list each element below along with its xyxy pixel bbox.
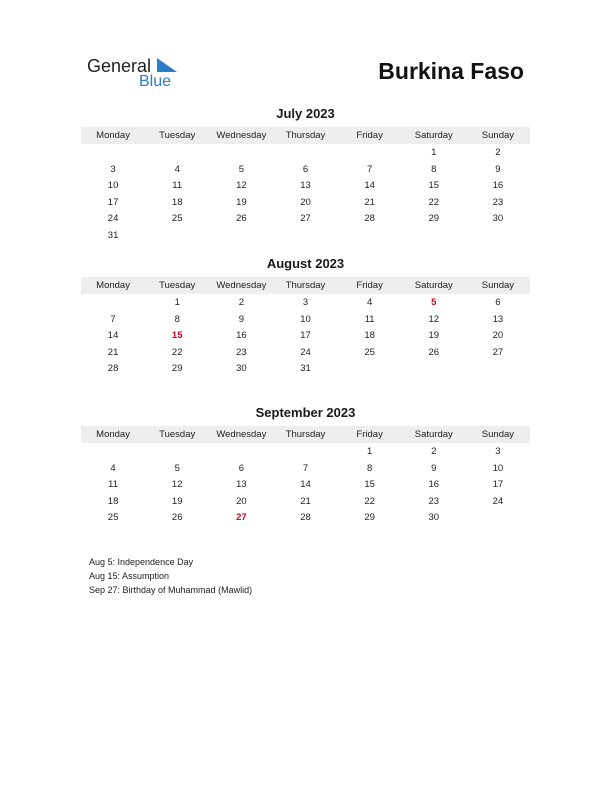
day-cell: 11 (108, 479, 118, 490)
day-cell: 25 (107, 512, 119, 523)
day-cell: 8 (366, 462, 373, 474)
day-cell: 13 (492, 313, 504, 325)
day-cell: 9 (495, 163, 501, 175)
empty-day-cell (209, 145, 273, 162)
day-cell: 11 (172, 180, 183, 191)
generalblue-logo (87, 56, 187, 92)
day-cell: 2 (495, 147, 501, 158)
day-cell: 18 (171, 196, 183, 208)
day-cell: 20 (300, 196, 311, 208)
empty-day-cell (402, 361, 466, 378)
day-cell: 17 (107, 196, 119, 208)
day-cell: 21 (107, 346, 119, 358)
week-row (81, 162, 530, 179)
day-cell: 15 (364, 479, 375, 490)
month-title: July 2023 (276, 106, 335, 121)
empty-day-cell (466, 510, 530, 527)
empty-day-cell (273, 444, 337, 461)
day-cell: 24 (492, 495, 504, 507)
day-cell: 7 (302, 462, 309, 474)
empty-day-cell (145, 228, 209, 245)
week-row (81, 345, 530, 362)
day-cell: 25 (171, 213, 183, 224)
week-row (81, 494, 530, 511)
weekday-header-row (81, 426, 530, 443)
day-cell: 30 (236, 363, 247, 374)
day-cell: 22 (428, 196, 440, 208)
weekday-label: Tuesday (159, 280, 196, 291)
week-row (81, 477, 530, 494)
weekday-label: Sunday (481, 429, 515, 440)
day-cell: 26 (236, 213, 247, 224)
day-cell: 4 (366, 297, 373, 308)
day-cell: 30 (428, 512, 440, 523)
day-cell: 12 (428, 313, 440, 325)
logo-triangle-icon (157, 58, 177, 72)
empty-day-cell (273, 145, 337, 162)
day-cell: 2 (238, 297, 244, 308)
day-cell: 8 (431, 163, 437, 175)
empty-day-cell (145, 145, 209, 162)
day-cell: 20 (236, 495, 247, 507)
holiday-item: Aug 15: Assumption (89, 571, 170, 581)
day-cell: 27 (236, 512, 247, 523)
day-cell: 10 (300, 313, 311, 325)
day-cell: 17 (300, 330, 311, 341)
empty-day-cell (466, 361, 530, 378)
day-cell: 14 (300, 479, 311, 490)
weekday-label: Thursday (285, 280, 326, 291)
day-cell: 6 (302, 163, 309, 175)
week-row (81, 444, 530, 461)
weekday-label: Saturday (414, 280, 453, 291)
weekday-header-row (81, 127, 530, 144)
weekday-label: Saturday (414, 429, 453, 440)
day-cell: 16 (428, 479, 440, 490)
holiday-list (89, 555, 252, 597)
day-cell: 21 (364, 196, 375, 208)
weekday-label: Wednesday (216, 280, 267, 291)
week-row (81, 312, 530, 329)
day-cell: 27 (300, 213, 311, 224)
week-row (81, 461, 530, 478)
day-cell: 15 (428, 180, 440, 191)
empty-day-cell (402, 228, 466, 245)
day-cell: 22 (364, 495, 375, 507)
day-cell: 8 (174, 313, 180, 325)
weekday-label: Friday (356, 280, 383, 291)
weekday-label: Friday (356, 130, 383, 141)
country-title: Burkina Faso (378, 58, 524, 84)
day-cell: 12 (236, 180, 247, 191)
day-cell: 28 (300, 512, 311, 523)
day-cell: 27 (492, 346, 504, 358)
day-cell: 2 (431, 446, 437, 457)
day-cell: 28 (107, 363, 119, 374)
week-row (81, 361, 530, 378)
day-cell: 5 (431, 297, 437, 308)
empty-day-cell (145, 444, 209, 461)
day-cell: 18 (364, 330, 375, 341)
week-row (81, 228, 530, 245)
empty-day-cell (81, 145, 145, 162)
day-cell: 3 (495, 446, 501, 457)
day-cell: 15 (171, 330, 183, 341)
empty-day-cell (273, 228, 337, 245)
day-cell: 23 (492, 196, 504, 208)
week-rows (81, 294, 530, 378)
day-cell: 19 (171, 495, 183, 507)
weekday-label: Monday (96, 429, 130, 440)
day-cell: 4 (110, 462, 116, 474)
day-cell: 1 (174, 297, 180, 308)
day-cell: 29 (171, 363, 183, 374)
weekday-label: Wednesday (216, 429, 267, 440)
weekday-label: Tuesday (159, 130, 196, 141)
day-cell: 30 (492, 213, 504, 224)
day-cell: 20 (492, 330, 504, 341)
day-cell: 26 (171, 512, 183, 523)
logo-blue-text: Blue (139, 73, 172, 90)
empty-day-cell (338, 145, 402, 162)
day-cell: 1 (431, 147, 437, 158)
weekday-label: Saturday (414, 130, 453, 141)
day-cell: 18 (107, 495, 119, 507)
day-cell: 1 (366, 446, 373, 457)
day-cell: 19 (236, 196, 247, 208)
empty-day-cell (338, 361, 402, 378)
holiday-item: Sep 27: Birthday of Muhammad (Mawlid) (89, 585, 253, 595)
day-cell: 14 (107, 330, 119, 341)
day-cell: 7 (110, 313, 116, 325)
day-cell: 17 (492, 479, 504, 490)
week-row (81, 328, 530, 345)
weekday-label: Thursday (285, 429, 326, 440)
empty-day-cell (209, 228, 273, 245)
day-cell: 3 (110, 163, 116, 175)
weekday-label: Sunday (481, 280, 515, 291)
day-cell: 6 (238, 462, 244, 474)
holiday-item: Aug 5: Independence Day (89, 557, 194, 567)
weekday-label: Friday (356, 429, 383, 440)
empty-day-cell (338, 228, 402, 245)
day-cell: 31 (300, 363, 311, 374)
logo-general-text: General (87, 56, 152, 76)
month-july (81, 105, 530, 244)
weekday-header-row (81, 277, 530, 294)
day-cell: 22 (171, 346, 183, 358)
day-cell: 3 (302, 297, 309, 308)
day-cell: 25 (364, 346, 375, 358)
month-title: September 2023 (255, 405, 356, 420)
day-cell: 29 (364, 512, 375, 523)
day-cell: 21 (300, 495, 311, 507)
day-cell: 24 (300, 346, 311, 358)
day-cell: 28 (364, 213, 375, 224)
weekday-label: Wednesday (216, 130, 267, 141)
empty-day-cell (466, 228, 530, 245)
month-title: August 2023 (266, 256, 345, 271)
day-cell: 6 (495, 297, 501, 308)
week-rows (81, 443, 530, 527)
week-row (81, 295, 530, 312)
day-cell: 29 (428, 213, 440, 224)
weekday-label: Sunday (481, 130, 515, 141)
day-cell: 4 (174, 163, 180, 175)
weekday-label: Thursday (285, 130, 326, 141)
day-cell: 10 (107, 180, 119, 191)
week-row (81, 145, 530, 162)
month-august (81, 255, 530, 378)
empty-day-cell (81, 295, 145, 312)
day-cell: 10 (492, 462, 504, 474)
day-cell: 7 (366, 163, 373, 175)
day-cell: 11 (364, 313, 375, 325)
month-september (81, 404, 530, 527)
day-cell: 5 (174, 462, 180, 474)
day-cell: 23 (428, 495, 440, 507)
day-cell: 9 (431, 462, 437, 474)
week-row (81, 195, 530, 212)
day-cell: 16 (492, 180, 504, 191)
week-rows (81, 144, 530, 244)
empty-day-cell (209, 444, 273, 461)
day-cell: 31 (107, 229, 119, 241)
weekday-label: Monday (96, 280, 130, 291)
day-cell: 13 (300, 180, 311, 191)
week-row (81, 178, 530, 195)
day-cell: 26 (428, 346, 440, 358)
week-row (81, 510, 530, 527)
weekday-label: Monday (96, 130, 130, 141)
day-cell: 9 (238, 313, 244, 325)
day-cell: 5 (238, 163, 244, 175)
day-cell: 24 (107, 213, 119, 224)
day-cell: 16 (236, 330, 247, 341)
day-cell: 14 (364, 180, 375, 191)
empty-day-cell (81, 444, 145, 461)
day-cell: 23 (236, 346, 247, 358)
week-row (81, 211, 530, 228)
day-cell: 19 (428, 330, 440, 341)
weekday-label: Tuesday (159, 429, 196, 440)
day-cell: 13 (236, 479, 247, 490)
day-cell: 12 (171, 479, 183, 490)
